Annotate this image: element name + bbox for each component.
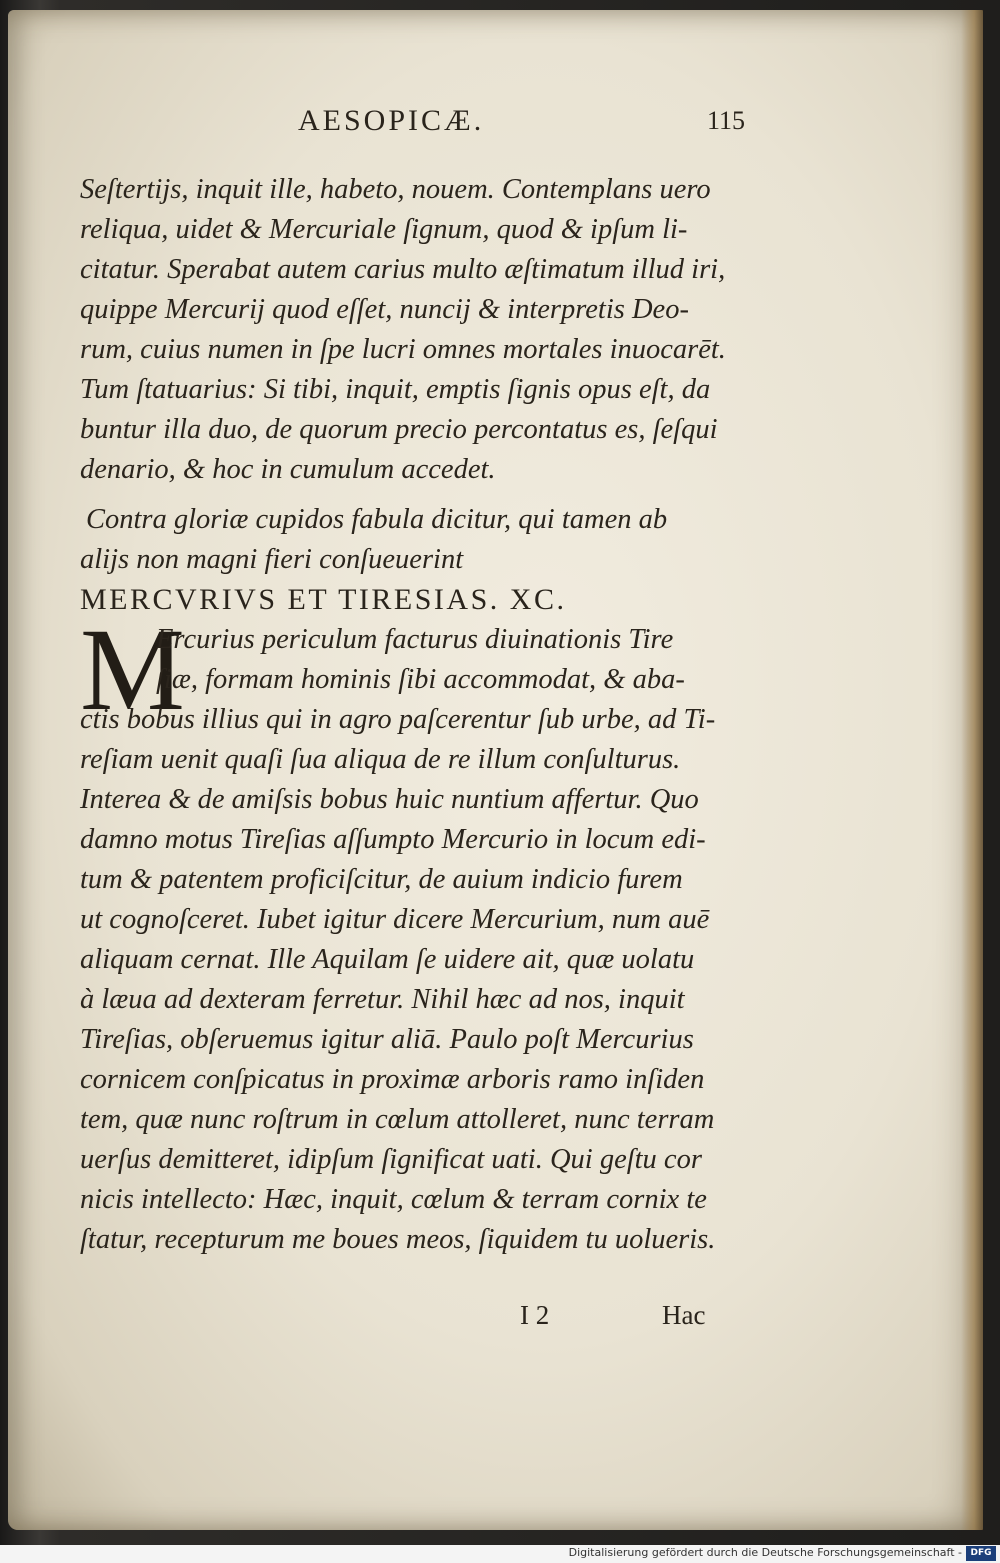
page-number: 115 <box>706 106 745 135</box>
text-line: ctis bobus illius qui in agro paſcerentur ſub urbe, ad Ti- <box>80 704 716 735</box>
fable-body <box>80 604 740 1320</box>
catchword: Hac <box>662 1300 706 1330</box>
text-line: Tum ſtatuarius: Si tibi, inquit, emptis ſignis opus eſt, da <box>80 374 711 405</box>
text-line: quippe Mercurij quod eſſet, nuncij & interpretis Deo- <box>80 294 689 325</box>
page-edge-shadow <box>961 10 983 1530</box>
text-line: Seſtertijs, inquit ille, habeto, nouem. Contemplans uero <box>80 174 711 205</box>
dfg-logo-icon: DFG <box>966 1546 996 1561</box>
text-line: cornicem conſpicatus in proximæ arboris ramo inſiden <box>80 1064 705 1095</box>
running-head-title: AESOPICÆ. <box>298 104 485 137</box>
funding-credit: Digitalisierung gefördert durch die Deutsche Forschungsgemeinschaft - <box>568 1546 962 1559</box>
text-line: citatur. Sperabat autem carius multo æſtimatum illud iri, <box>80 254 726 285</box>
text-line: reſiam uenit quaſi ſua aliqua de re illum conſulturus. <box>80 744 681 775</box>
text-line: denario, & hoc in cumulum accedet. <box>80 454 496 485</box>
text-line: ut cognoſceret. Iubet igitur dicere Mercurium, num auē <box>80 904 710 935</box>
text-line: aliquam cernat. Ille Aquilam ſe uidere ait, quæ uolatu <box>80 944 695 975</box>
running-head <box>80 104 745 140</box>
text-line: à læua ad dexteram ferretur. Nihil hæc ad nos, inquit <box>80 984 685 1015</box>
text-line: reliqua, uidet & Mercuriale ſignum, quod & ipſum li- <box>80 214 688 245</box>
text-line: ſtatur, recepturum me boues meos, ſiquidem tu uolueris. <box>80 1224 716 1255</box>
text-line: nicis intellecto: Hæc, inquit, cœlum & terram cornix te <box>80 1184 707 1215</box>
text-line: tum & patentem proficiſcitur, de auium indicio furem <box>80 864 683 895</box>
text-line: damno motus Tireſias aſſumpto Mercurio in locum edi- <box>80 824 706 855</box>
drop-capital: M <box>80 604 185 735</box>
text-line: rum, cuius numen in ſpe lucri omnes mortales inuocarēt. <box>80 334 726 365</box>
text-line: ſiæ, formam hominis ſibi accommodat, & aba- <box>156 664 685 695</box>
text-line: tem, quæ nunc roſtrum in cœlum attolleret, nunc terram <box>80 1104 715 1135</box>
fable-heading: MERCVRIVS ET TIRESIAS. XC. <box>80 583 567 616</box>
text-line: uerſus demitteret, idipſum ſignificat uati. Qui geſtu cor <box>80 1144 702 1175</box>
text-line: buntur illa duo, de quorum precio percontatus es, ſeſqui <box>80 414 718 445</box>
text-line: Tireſias, obſeruemus igitur aliā. Paulo poſt Mercurius <box>80 1024 694 1055</box>
text-line: Interea & de amiſsis bobus huic nuntium affertur. Quo <box>80 784 699 815</box>
text-line: Ercurius periculum facturus diuinationis Tire <box>156 624 674 655</box>
moral-line: Contra gloriæ cupidos fabula dicitur, qui tamen ab <box>86 504 668 535</box>
signature-mark: I 2 <box>520 1300 550 1330</box>
credit-bar <box>0 1545 1000 1563</box>
moral-line: alijs non magni fieri conſueuerint <box>80 544 464 575</box>
